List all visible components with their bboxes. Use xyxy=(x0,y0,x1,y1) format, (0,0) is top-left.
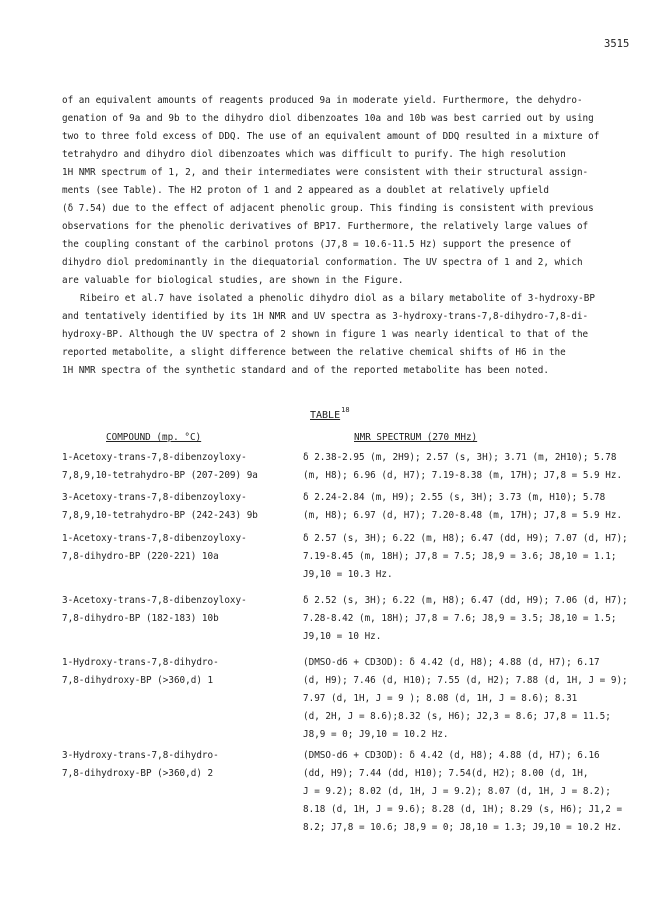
spectrum-line: (DMSO-d6 + CD3OD): δ 4.42 (d, H8); 4.88 (d, H7); 6.17 xyxy=(303,657,600,668)
text-line: two to three fold excess of DDQ. The use of an equivalent amount of DDQ resulted in a mixture of xyxy=(62,131,600,142)
text-line: and tentatively identified by its 1H NMR and UV spectra as 3-hydroxy-trans-7,8-dihydro-7,8-di- xyxy=(62,311,589,322)
paragraph-1 xyxy=(62,92,638,290)
compound-line: 3-Acetoxy-trans-7,8-dibenzoyloxy- xyxy=(62,595,247,606)
spectrum-line: (d, H9); 7.46 (d, H10); 7.55 (d, H2); 7.88 (d, 1H, J = 9); xyxy=(303,675,628,686)
column-header-nmr: NMR SPECTRUM (270 MHz) xyxy=(354,432,478,443)
spectrum-line: δ 2.57 (s, 3H); 6.22 (m, H8); 6.47 (dd, H9); 7.07 (d, H7); xyxy=(303,533,628,544)
compound-line: 7,8,9,10-tetrahydro-BP (242-243) 9b xyxy=(62,510,258,521)
text-line: the coupling constant of the carbinol protons (J7,8 = 10.6-11.5 Hz) support the presence of xyxy=(62,239,572,250)
spectrum-line: (m, H8); 6.96 (d, H7); 7.19-8.38 (m, 17H); J7,8 = 5.9 Hz. xyxy=(303,470,623,481)
text-line: (δ 7.54) due to the effect of adjacent phenolic group. This finding is consistent with previous xyxy=(62,203,594,214)
text-line: Ribeiro et al.7 have isolated a phenolic dihydro diol as a bilary metabolite of 3-hydroxy-BP xyxy=(80,293,595,304)
table-title xyxy=(310,406,350,421)
table-title-text: TABLE xyxy=(310,410,341,421)
spectrum-line: δ 2.52 (s, 3H); 6.22 (m, H8); 6.47 (dd, H9); 7.06 (d, H7); xyxy=(303,595,628,606)
spectrum-line: 7.97 (d, 1H, J = 9 ); 8.08 (d, 1H, J = 8.6); 8.31 xyxy=(303,693,578,704)
text-line: tetrahydro and dihydro diol dibenzoates which was difficult to purify. The high resolution xyxy=(62,149,566,160)
table-title-ref: 18 xyxy=(341,406,350,414)
compound-line: 1-Hydroxy-trans-7,8-dihydro- xyxy=(62,657,219,668)
spectrum-line: (m, H8); 6.97 (d, H7); 7.20-8.48 (m, 17H); J7,8 = 5.9 Hz. xyxy=(303,510,623,521)
spectrum-line: (dd, H9); 7.44 (dd, H10); 7.54(d, H2); 8.00 (d, 1H, xyxy=(303,768,589,779)
text-line: hydroxy-BP. Although the UV spectra of 2 shown in figure 1 was nearly identical to that of the xyxy=(62,329,589,340)
spectrum-line: J9,10 = 10.3 Hz. xyxy=(303,569,393,580)
compound-line: 7,8-dihydro-BP (220-221) 10a xyxy=(62,551,219,562)
paragraph-2 xyxy=(62,290,638,380)
spectrum-line: J9,10 = 10 Hz. xyxy=(303,631,382,642)
text-line: dihydro diol predominantly in the diequatorial conformation. The UV spectra of 1 and 2, which xyxy=(62,257,583,268)
spectrum-line: δ 2.24-2.84 (m, H9); 2.55 (s, 3H); 3.73 (m, H10); 5.78 xyxy=(303,492,606,503)
compound-line: 3-Hydroxy-trans-7,8-dihydro- xyxy=(62,750,219,761)
spectrum-line: J = 9.2); 8.02 (d, 1H, J = 9.2); 8.07 (d, 1H, J = 8.2); xyxy=(303,786,611,797)
text-line: ments (see Table). The H2 proton of 1 and 2 appeared as a doublet at relatively upfield xyxy=(62,185,549,196)
spectrum-line: J8,9 = 0; J9,10 = 10.2 Hz. xyxy=(303,729,449,740)
text-line: of an equivalent amounts of reagents produced 9a in moderate yield. Furthermore, the dehydro- xyxy=(62,95,583,106)
spectrum-line: 7.19-8.45 (m, 18H); J7,8 = 7.5; J8,9 = 3.6; J8,10 = 1.1; xyxy=(303,551,617,562)
text-line: observations for the phenolic derivatives of BP17. Furthermore, the relatively large values of xyxy=(62,221,589,232)
column-header-compound: COMPOUND (mp. °C) xyxy=(106,432,202,443)
compound-line: 7,8,9,10-tetrahydro-BP (207-209) 9a xyxy=(62,470,258,481)
compound-line: 7,8-dihydro-BP (182-183) 10b xyxy=(62,613,219,624)
text-line: 1H NMR spectra of the synthetic standard and of the reported metabolite has been noted. xyxy=(62,365,549,376)
text-line: genation of 9a and 9b to the dihydro diol dibenzoates 10a and 10b was best carried out by using xyxy=(62,113,594,124)
page-number: 3515 xyxy=(604,38,630,50)
text-line: are valuable for biological studies, are shown in the Figure. xyxy=(62,275,404,286)
compound-line: 1-Acetoxy-trans-7,8-dibenzoyloxy- xyxy=(62,533,247,544)
spectrum-line: 8.2; J7,8 = 10.6; J8,9 = 0; J8,10 = 1.3; J9,10 = 10.2 Hz. xyxy=(303,822,623,833)
text-line: 1H NMR spectrum of 1, 2, and their intermediates were consistent with their structural assign- xyxy=(62,167,589,178)
spectrum-line: (DMSO-d6 + CD3OD): δ 4.42 (d, H8); 4.88 (d, H7); 6.16 xyxy=(303,750,600,761)
spectrum-line: δ 2.38-2.95 (m, 2H9); 2.57 (s, 3H); 3.71 (m, 2H10); 5.78 xyxy=(303,452,617,463)
spectrum-line: 7.28-8.42 (m, 18H); J7,8 = 7.6; J8,9 = 3.5; J8,10 = 1.5; xyxy=(303,613,617,624)
text-line: reported metabolite, a slight difference between the relative chemical shifts of H6 in the xyxy=(62,347,566,358)
compound-line: 7,8-dihydroxy-BP (>360,d) 2 xyxy=(62,768,214,779)
compound-line: 3-Acetoxy-trans-7,8-dibenzoyloxy- xyxy=(62,492,247,503)
compound-line: 7,8-dihydroxy-BP (>360,d) 1 xyxy=(62,675,214,686)
spectrum-line: (d, 2H, J = 8.6);8.32 (s, H6); J2,3 = 8.6; J7,8 = 11.5; xyxy=(303,711,611,722)
compound-line: 1-Acetoxy-trans-7,8-dibenzoyloxy- xyxy=(62,452,247,463)
spectrum-line: 8.18 (d, 1H, J = 9.6); 8.28 (d, 1H); 8.29 (s, H6); J1,2 = xyxy=(303,804,623,815)
